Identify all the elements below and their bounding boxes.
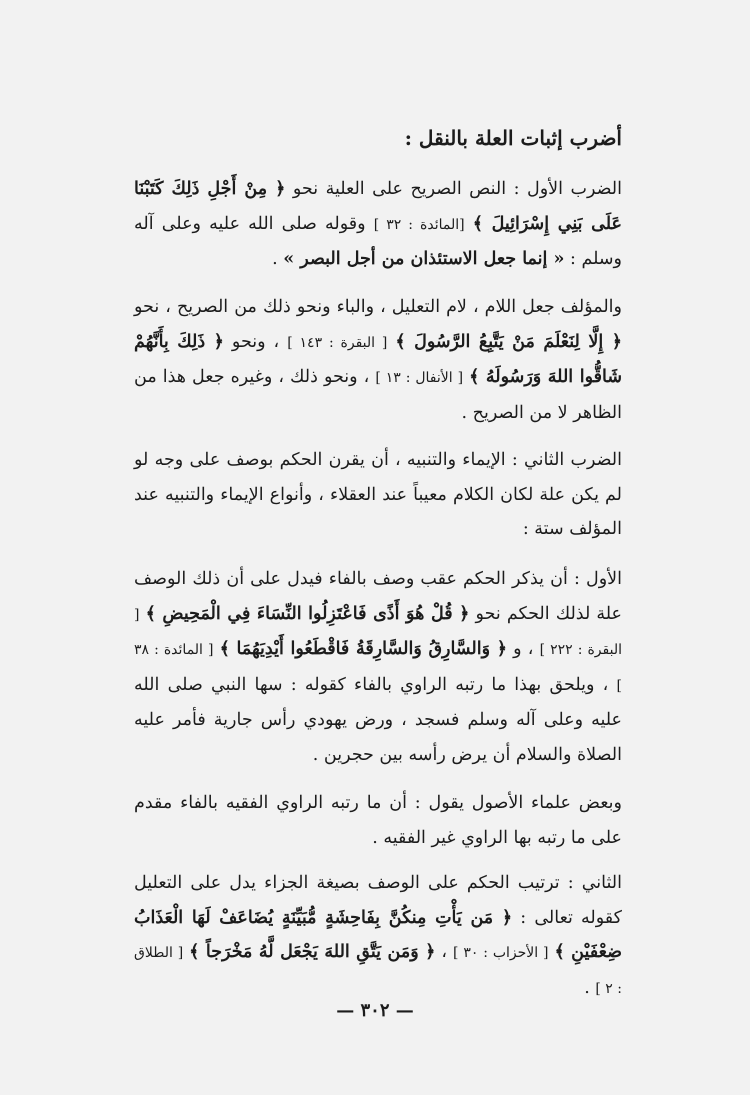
text: ، و <box>513 639 534 659</box>
text: الضرب الثاني : الإيماء والتنبيه ، أن يقرن الحكم بوصف على وجه لو لم يكن علة لكان الكلام معيباً عند العقلاء ، وأنواع الإيماء والتنبيه عند المؤلف ستة : <box>134 450 622 539</box>
paragraph-3 <box>134 443 622 547</box>
quran-verse: ﴿ مَن يَأْتِ مِنكُنَّ بِفَاحِشَةٍ مُّبَيِّنَةٍ يُضَاعَفْ لَهَا الْعَذَابُ ضِعْفَيْنِ ﴾ <box>134 907 622 962</box>
section-heading: أضرب إثبات العلة بالنقل : <box>404 126 622 150</box>
verse-reference: [ المائدة : ٣٨ ] <box>134 642 622 694</box>
text: ، <box>441 942 448 962</box>
text: الثاني : ترتيب الحكم على الوصف بصيغة الجزاء يدل على التعليل كقوله تعالى : <box>134 873 622 928</box>
text: وقوله صلى الله عليه وعلى آله وسلم : <box>134 213 622 269</box>
quran-verse: ﴿ مِنْ أَجْلِ ذَلِكَ كَتَبْنَا عَلَى بَنِي إِسْرَائِيلَ ﴾ <box>134 179 622 234</box>
verse-reference: [ الأحزاب : ٣٠ ] <box>453 945 549 961</box>
quran-verse: ﴿ قُلْ هُوَ أَذًى فَاعْتَزِلُوا النِّسَاءَ فِي الْمَحِيضِ ﴾ <box>145 603 470 624</box>
paragraph-5 <box>134 786 622 855</box>
paragraph-6 <box>134 866 622 1006</box>
text: . <box>272 249 278 269</box>
verse-reference: [ الطلاق : ٢ ] <box>134 945 622 997</box>
text: والمؤلف جعل اللام ، لام التعليل ، والباء ونحو ذلك من الصريح ، نحو <box>134 297 622 317</box>
text: الأول : أن يذكر الحكم عقب وصف بالفاء فيدل على أن ذلك الوصف علة لذلك الحكم نحو <box>134 569 622 624</box>
quran-verse: ﴿ ذَلِكَ بِأَنَّهُمْ شَاقُّوا اللهَ وَرَسُولَهُ ﴾ <box>134 331 622 387</box>
paragraph-2 <box>134 290 622 430</box>
verse-reference: [المائدة : ٣٢ ] <box>373 216 465 233</box>
page-number: — ٣٠٢ — <box>336 1000 414 1021</box>
verse-reference: [ البقرة : ١٤٣ ] <box>287 334 388 351</box>
verse-reference: [ الأنفال : ١٣ ] <box>375 370 464 386</box>
quran-verse: ﴿ وَمَن يَتَّقِ اللهَ يَجْعَل لَّهُ مَخْرَجاً ﴾ <box>189 942 436 962</box>
text: وبعض علماء الأصول يقول : أن ما رتبه الراوي الفقيه بالفاء مقدم على ما رتبه بها الراوي غير الفقيه . <box>134 793 622 848</box>
quran-verse: ﴿ وَالسَّارِقُ وَالسَّارِقَةُ فَاقْطَعُوا أَيْدِيَهُمَا ﴾ <box>219 639 508 659</box>
paragraph-1 <box>134 172 622 277</box>
quran-verse: ﴿ إِلَّا لِنَعْلَمَ مَنْ يَتَّبِعُ الرَّسُولَ ﴾ <box>395 331 622 352</box>
text: الضرب الأول : النص الصريح على العلية نحو <box>292 179 622 199</box>
text: ، ويلحق بهذا ما رتبه الراوي بالفاء كقوله : سها النبي صلى الله عليه وعلى آله وسلم فسجد ، ورض يهودي رأس جارية فأمر عليه الصلاة والسلام أن يرض رأسه بين حجرين . <box>134 674 622 765</box>
text: ، ونحو <box>231 331 280 352</box>
verse-reference: [ البقرة : ٢٢٢ ] <box>134 606 622 658</box>
text: ، ونحو ذلك ، وغيره جعل هذا من الظاهر لا من الصريح . <box>134 367 622 423</box>
paragraph-4 <box>134 562 622 772</box>
text: . <box>584 977 590 998</box>
hadith-quote: « إنما جعل الاستئذان من أجل البصر » <box>283 249 565 269</box>
